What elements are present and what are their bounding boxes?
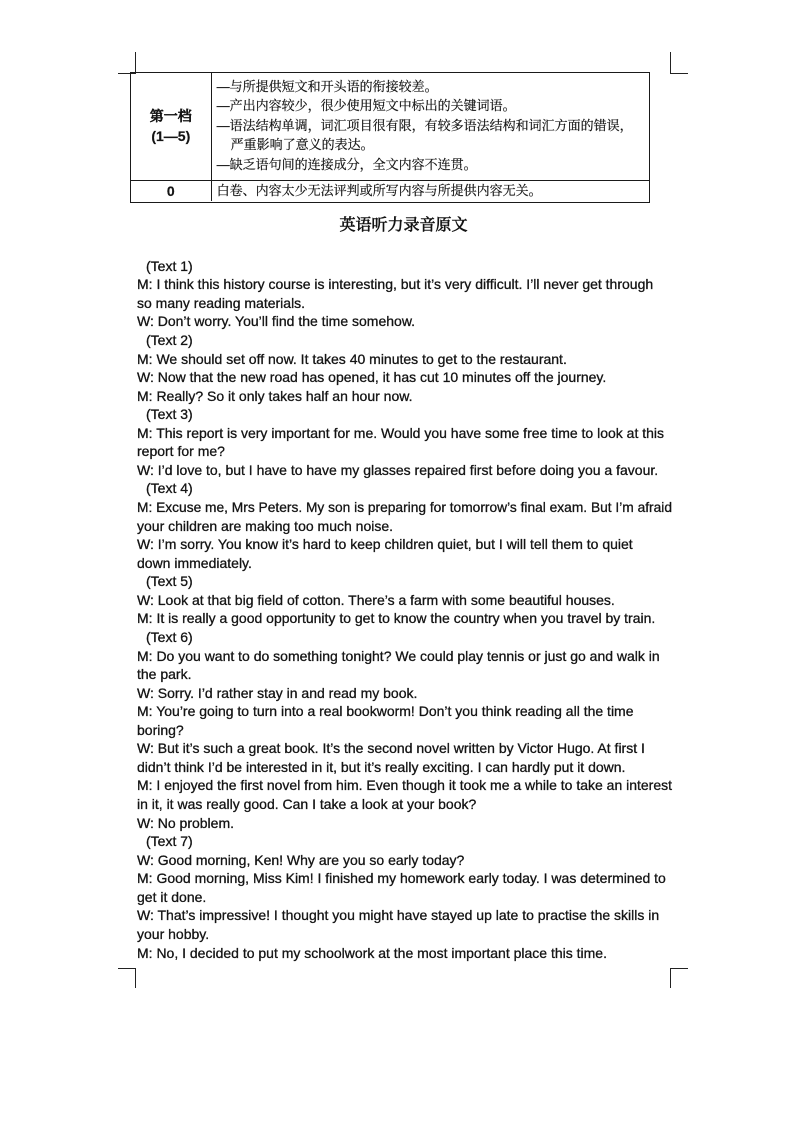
crop-mark-top-right bbox=[670, 52, 688, 74]
listening-transcript bbox=[137, 257, 672, 962]
criteria-cell bbox=[212, 73, 649, 180]
transcript-section-text-5 bbox=[137, 572, 672, 628]
dialogue-turn bbox=[137, 739, 672, 776]
scoring-row-grade-1 bbox=[131, 73, 649, 181]
dialogue-line: M: Do you want to do something tonight? We could play tennis or just go and walk in bbox=[137, 647, 660, 664]
dialogue-line: M: I enjoyed the first novel from him. Even though it took me a while to take an interest bbox=[137, 777, 673, 794]
dialogue-turn bbox=[137, 424, 672, 461]
dialogue-turn bbox=[137, 461, 672, 480]
dialogue-line: get it done. bbox=[137, 888, 207, 905]
grade-name: 0 bbox=[166, 182, 175, 199]
dialogue-line: W: I’d love to, but I have to have my glasses repaired first before doing you a favour. bbox=[137, 461, 659, 478]
dialogue-turn bbox=[137, 535, 672, 572]
section-label: (Text 7) bbox=[146, 833, 193, 850]
transcript-section-text-3 bbox=[137, 405, 672, 479]
page-title: 英语听力录音原文 bbox=[339, 217, 468, 234]
dialogue-turn bbox=[137, 368, 672, 387]
grade-cell bbox=[131, 181, 212, 201]
dialogue-line: W: But it’s such a great book. It’s the second novel written by Victor Hugo. At first I bbox=[137, 740, 645, 757]
dialogue-turn bbox=[137, 609, 672, 628]
dialogue-turn bbox=[137, 312, 672, 331]
dialogue-line: M: Really? So it only takes half an hour now. bbox=[137, 387, 413, 404]
section-label: (Text 3) bbox=[146, 406, 193, 423]
dialogue-line: so many reading materials. bbox=[137, 294, 306, 311]
criteria-line: 白卷、内容太少无法评判或所写内容与所提供内容无关。 bbox=[216, 182, 542, 198]
criteria-cell bbox=[212, 181, 649, 201]
dialogue-turn bbox=[137, 776, 672, 813]
dialogue-line: M: It is really a good opportunity to get to know the country when you travel by train. bbox=[137, 610, 656, 627]
dialogue-turn bbox=[137, 702, 672, 739]
transcript-section-text-1 bbox=[137, 257, 672, 331]
dialogue-turn bbox=[137, 684, 672, 703]
criteria-line: —与所提供短文和开头语的衔接较差。 bbox=[216, 78, 438, 94]
scoring-row-grade-0 bbox=[131, 181, 649, 201]
dialogue-line: your children are making too much noise. bbox=[137, 517, 394, 534]
dialogue-turn bbox=[137, 814, 672, 833]
criteria-line: 严重影响了意义的表达。 bbox=[230, 137, 374, 152]
crop-mark-top-left bbox=[118, 52, 136, 74]
criteria-line: —产出内容较少，很少使用短文中标出的关键词语。 bbox=[216, 98, 516, 113]
dialogue-turn bbox=[137, 275, 672, 312]
dialogue-turn bbox=[137, 387, 672, 406]
dialogue-line: boring? bbox=[137, 721, 184, 738]
dialogue-line: the park. bbox=[137, 666, 192, 683]
dialogue-line: M: I think this history course is interesting, but it’s very difficult. I’ll never get through bbox=[137, 276, 654, 293]
dialogue-line: M: This report is very important for me. Would you have some free time to look at this bbox=[137, 424, 665, 441]
transcript-section-text-7 bbox=[137, 832, 672, 962]
dialogue-turn bbox=[137, 498, 672, 535]
grade-name: 第一档 bbox=[149, 108, 192, 125]
dialogue-line: W: Good morning, Ken! Why are you so early today? bbox=[137, 851, 465, 868]
dialogue-turn bbox=[137, 869, 672, 906]
dialogue-line: M: We should set off now. It takes 40 minutes to get to the restaurant. bbox=[137, 350, 567, 367]
crop-mark-bottom-left bbox=[118, 968, 136, 988]
section-label: (Text 6) bbox=[146, 628, 193, 645]
transcript-section-text-6 bbox=[137, 628, 672, 832]
dialogue-turn bbox=[137, 944, 672, 963]
dialogue-line: report for me? bbox=[137, 443, 225, 460]
dialogue-line: M: Good morning, Miss Kim! I finished my homework early today. I was determined to bbox=[137, 870, 666, 887]
section-label: (Text 5) bbox=[146, 573, 193, 590]
dialogue-line: W: That’s impressive! I thought you might have stayed up late to practise the skills in bbox=[137, 907, 660, 924]
dialogue-line: in it, it was really good. Can I take a look at your book? bbox=[137, 796, 477, 812]
dialogue-line: M: No, I decided to put my schoolwork at the most important place this time. bbox=[137, 944, 607, 961]
dialogue-turn bbox=[137, 350, 672, 369]
criteria-line: —缺乏语句间的连接成分，全文内容不连贯。 bbox=[216, 156, 477, 172]
grade-range: (1—5) bbox=[151, 128, 191, 145]
dialogue-turn bbox=[137, 851, 672, 870]
grade-cell bbox=[131, 73, 212, 180]
crop-mark-bottom-right bbox=[670, 968, 688, 988]
criteria-line: —语法结构单调，词汇项目很有限，有较多语法结构和词汇方面的错误， bbox=[216, 117, 633, 133]
transcript-section-text-4 bbox=[137, 479, 672, 572]
dialogue-turn bbox=[137, 591, 672, 610]
dialogue-line: W: Don’t worry. You’ll find the time somehow. bbox=[137, 313, 416, 330]
dialogue-line: your hobby. bbox=[137, 925, 210, 942]
section-label: (Text 1) bbox=[146, 257, 193, 274]
dialogue-line: didn’t think I’d be interested in it, but it’s really exciting. I can hardly put it down. bbox=[137, 758, 626, 775]
dialogue-line: W: Sorry. I’d rather stay in and read my book. bbox=[137, 684, 418, 701]
dialogue-line: down immediately. bbox=[137, 554, 252, 571]
dialogue-line: W: Look at that big field of cotton. There’s a farm with some beautiful houses. bbox=[137, 591, 615, 608]
transcript-section-text-2 bbox=[137, 331, 672, 405]
dialogue-line: M: Excuse me, Mrs Peters. My son is preparing for tomorrow’s final exam. But I’m afraid bbox=[137, 499, 672, 515]
section-label: (Text 2) bbox=[146, 331, 193, 348]
dialogue-line: W: Now that the new road has opened, it has cut 10 minutes off the journey. bbox=[137, 369, 607, 386]
section-label: (Text 4) bbox=[146, 480, 193, 497]
scoring-table bbox=[130, 72, 650, 203]
dialogue-line: W: No problem. bbox=[137, 814, 234, 831]
dialogue-line: M: You’re going to turn into a real bookworm! Don’t you think reading all the time bbox=[137, 703, 634, 720]
dialogue-line: W: I’m sorry. You know it’s hard to keep children quiet, but I will tell them to quiet bbox=[137, 536, 633, 553]
dialogue-turn bbox=[137, 647, 672, 684]
dialogue-turn bbox=[137, 906, 672, 943]
